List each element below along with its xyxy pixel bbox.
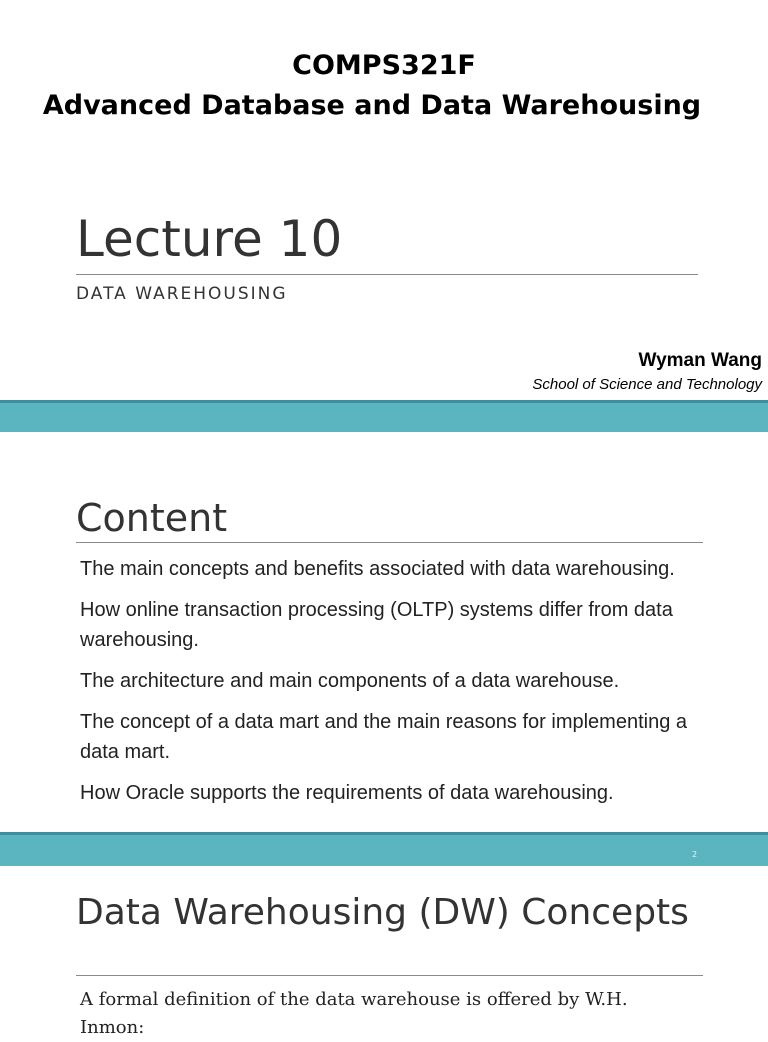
heading-divider [76, 975, 703, 976]
content-slide [0, 432, 768, 832]
course-title: Advanced Database and Data Warehousing [42, 90, 702, 121]
content-list [80, 554, 695, 819]
course-code: COMPS321F [292, 50, 476, 81]
page-number: 2 [692, 850, 698, 859]
title-slide [0, 0, 768, 400]
slide-separator [0, 832, 768, 866]
author-affiliation: School of Science and Technology [532, 376, 762, 393]
author-name: Wyman Wang [638, 350, 762, 371]
content-heading: Content [76, 496, 228, 540]
list-item: The architecture and main components of a data warehouse. [80, 670, 620, 692]
list-item: The main concepts and benefits associated with data warehousing. [80, 558, 675, 580]
list-item: How Oracle supports the requirements of data warehousing. [80, 782, 614, 804]
concepts-slide [0, 866, 768, 1038]
lecture-subtitle: DATA WAREHOUSING [76, 284, 288, 304]
concepts-body: A formal definition of the data warehouse is offered by W.H. Inmon: [80, 989, 628, 1038]
concepts-heading: Data Warehousing (DW) Concepts [76, 892, 689, 933]
lecture-title: Lecture 10 [76, 210, 343, 268]
slide-separator [0, 400, 768, 432]
title-divider [76, 274, 698, 275]
list-item: The concept of a data mart and the main reasons for implementing a data mart. [80, 711, 688, 763]
list-item: How online transaction processing (OLTP) systems differ from data warehousing. [80, 599, 673, 651]
heading-divider [76, 542, 703, 543]
